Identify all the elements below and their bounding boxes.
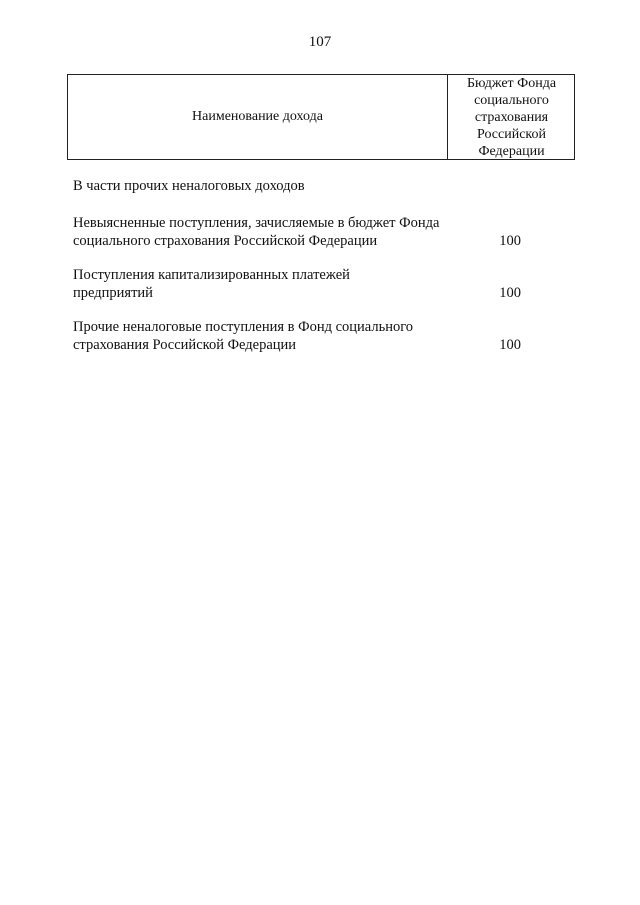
- header-budget-column: Бюджет Фонда социального страхования Российской Федерации: [466, 75, 557, 159]
- income-row: [73, 266, 533, 302]
- income-row-value: 100: [499, 285, 521, 301]
- header-column-divider: [447, 75, 448, 159]
- page-number: 107: [308, 34, 332, 50]
- income-row-label: Невыясненные поступления, зачисляемые в бюджет Фонда социального страхования Российской Федерации: [73, 215, 440, 249]
- section-title: В части прочих неналоговых доходов: [73, 178, 305, 194]
- income-row: [73, 214, 533, 250]
- header-name-column: Наименование дохода: [192, 109, 323, 124]
- income-row-value: 100: [499, 233, 521, 249]
- income-row: [73, 318, 533, 354]
- table-header: [67, 74, 575, 160]
- income-row-value: 100: [499, 337, 521, 353]
- income-row-label: Поступления капитализированных платежей предприятий: [73, 267, 350, 301]
- income-row-label: Прочие неналоговые поступления в Фонд социального страхования Российской Федерации: [73, 319, 414, 353]
